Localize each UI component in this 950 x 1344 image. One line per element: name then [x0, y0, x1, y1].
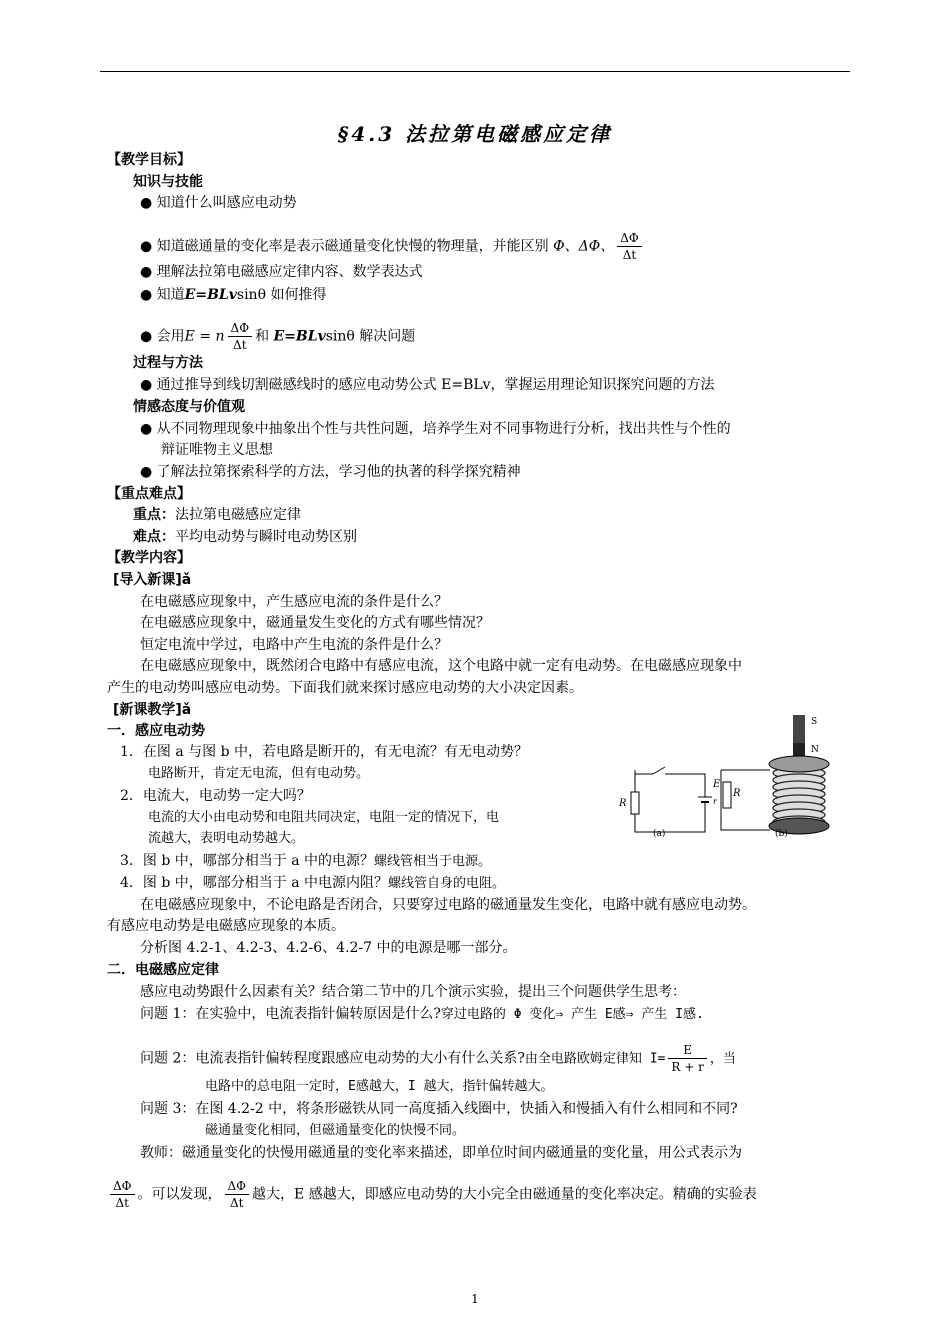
question: 3．图 b 中，哪部分相当于 a 中的电源？螺线管相当于电源。 [120, 853, 492, 869]
paragraph: 恒定电流中学过，电路中产生电流的条件是什么？ [140, 637, 448, 653]
list-item: ● 从不同物理现象中抽象出个性与共性问题，培养学生对不同事物进行分析，找出共性与个性的 [140, 421, 731, 437]
subheading-emotion: 情感态度与价值观 [133, 399, 245, 415]
caption-a: (a) [653, 829, 666, 839]
heading-content: 【教学内容】 [107, 550, 191, 566]
fraction: $\frac{\Delta\Phi}{\Delta t}$ [228, 320, 253, 353]
list-item: ● 理解法拉第电磁感应定律内容、数学表达式 [140, 264, 423, 280]
heading-new: [新课教学]ǎ [113, 702, 192, 718]
question: 问题 1：在实验中，电流表指针偏转原因是什么?穿过电路的 Φ 变化⇒ 产生 E感⇒ 产生 I感. [140, 1006, 704, 1022]
wire [635, 812, 705, 832]
paragraph: 在电磁感应现象中，既然闭合电路中有感应电流，这个电路中就一定有电动势。在电磁感应现象中 [140, 658, 742, 674]
list-item: ● 了解法拉第探索科学的方法，学习他的执著的科学探究精神 [140, 464, 521, 480]
fraction: $\frac{\Delta\Phi}{\Delta t}$ [617, 230, 642, 263]
resistor [631, 792, 639, 814]
label-n: N [811, 745, 819, 755]
heading-intro: [导入新课]ǎ [113, 572, 192, 588]
paragraph: 产生的电动势叫感应电动势。下面我们就来探讨感应电动势的大小决定因素。 [107, 680, 583, 696]
heading-goals: 【教学目标】 [107, 152, 191, 168]
answer: 电流的大小由电动势和电阻共同决定，电阻一定的情况下，电 [148, 810, 500, 825]
fraction: $\frac{\Delta\Phi}{\Delta t}$ [225, 1178, 250, 1211]
label-int-r: r [713, 797, 717, 806]
paragraph: 在电磁感应现象中，不论电路是否闭合，只要穿过电路的磁通量发生变化，电路中就有感应电动势。 [140, 897, 756, 913]
label-r-b: R [733, 788, 741, 799]
subheading-knowledge: 知识与技能 [133, 174, 203, 190]
label-e: E [713, 779, 721, 790]
caption-b: (b) [775, 829, 788, 839]
page-title: §4.3 法拉第电磁感应定律 [337, 122, 613, 146]
question: 4．图 b 中，哪部分相当于 a 中电源内阻？螺线管自身的电阻。 [120, 875, 506, 891]
fraction: $\frac{E}{R + r}$ [668, 1042, 706, 1075]
wire [665, 774, 705, 797]
paragraph: 在电磁感应现象中，磁通量发生变化的方式有哪些情况？ [140, 615, 490, 631]
paragraph: 有感应电动势是电磁感应现象的本质。 [107, 918, 345, 934]
magnet-s [793, 715, 805, 743]
resistor [723, 782, 731, 808]
switch [653, 767, 665, 774]
wire [635, 774, 653, 792]
question: 问题 3：在图 4.2-2 中，将条形磁铁从同一高度插入线圈中，快插入和慢插入有什么相同和不同? [140, 1101, 738, 1117]
section-1: 一．感应电动势 [107, 723, 205, 739]
label-s: S [811, 717, 818, 727]
answer: 电路中的总电阻一定时，E感越大，I 越大，指针偏转越大。 [205, 1079, 554, 1094]
question: 1．在图 a 与图 b 中，若电路是断开的，有无电流？有无电动势？ [120, 744, 529, 760]
list-item: ● 通过推导到线切割磁感线时的感应电动势公式 E=BLv，掌握运用理论知识探究问题的方法 [140, 377, 715, 393]
answer: 电路断开，肯定无电流，但有电动势。 [148, 766, 370, 781]
list-item: ● 知道磁通量的变化率是表示磁通量变化快慢的物理量，并能区别 Φ、ΔΦ、 $\frac{\Delta\Phi}{\Delta t}$ [140, 230, 645, 263]
paragraph: 在电磁感应现象中，产生感应电流的条件是什么？ [140, 594, 448, 610]
paragraph: 教师：磁通量变化的快慢用磁通量的变化率来描述，即单位时间内磁通量的变化量，用公式表示为 [140, 1145, 742, 1161]
question: 问题 2：电流表指针偏转程度跟感应电动势的大小有什么关系?由全电路欧姆定律知 I= $\frac{E}{R + r}$ ，当 [140, 1043, 736, 1074]
wire [721, 770, 770, 830]
list-item: ● 知道什么叫感应电动势 [140, 195, 297, 211]
answer: 流越大，表明电动势越大。 [148, 831, 305, 846]
fraction: $\frac{\Delta\Phi}{\Delta t}$ [110, 1178, 135, 1211]
paragraph: $\frac{\Delta\Phi}{\Delta t}$ 。可以发现， $\frac{\Delta\Phi}{\Delta t}$ 越大，E 感越大，即感应电动势的大小完全由磁通量的变化率决定。精确的实验表 [107, 1178, 757, 1211]
section-2: 二．电磁感应定律 [107, 962, 219, 978]
paragraph: 感应电动势跟什么因素有关？结合第二节中的几个演示实验，提出三个问题供学生思考： [140, 984, 686, 1000]
page-number: 1 [471, 1292, 479, 1306]
subheading-process: 过程与方法 [133, 355, 203, 371]
circuit-figure [615, 712, 845, 842]
list-item-cont: 辩证唯物主义思想 [161, 442, 273, 458]
difficult-point: 难点：平均电动势与瞬时电动势区别 [133, 529, 357, 545]
question: 2．电流大，电动势一定大吗？ [120, 788, 311, 804]
key-point: 重点：法拉第电磁感应定律 [133, 507, 301, 523]
paragraph: 分析图 4.2-1、4.2-3、4.2-6、4.2-7 中的电源是哪一部分。 [140, 940, 517, 956]
label-r: R [619, 798, 627, 809]
coil-top [769, 756, 829, 772]
header-rule [100, 71, 850, 72]
list-item: ● 知道E=BLvsinθ 如何推得 [140, 287, 327, 303]
answer: 磁通量变化相同，但磁通量变化的快慢不同。 [205, 1123, 466, 1138]
heading-key: 【重点难点】 [107, 486, 191, 502]
list-item: ● 会用E = n $\frac{\Delta\Phi}{\Delta t}$ 和 E=BLvsinθ 解决问题 [140, 321, 416, 352]
